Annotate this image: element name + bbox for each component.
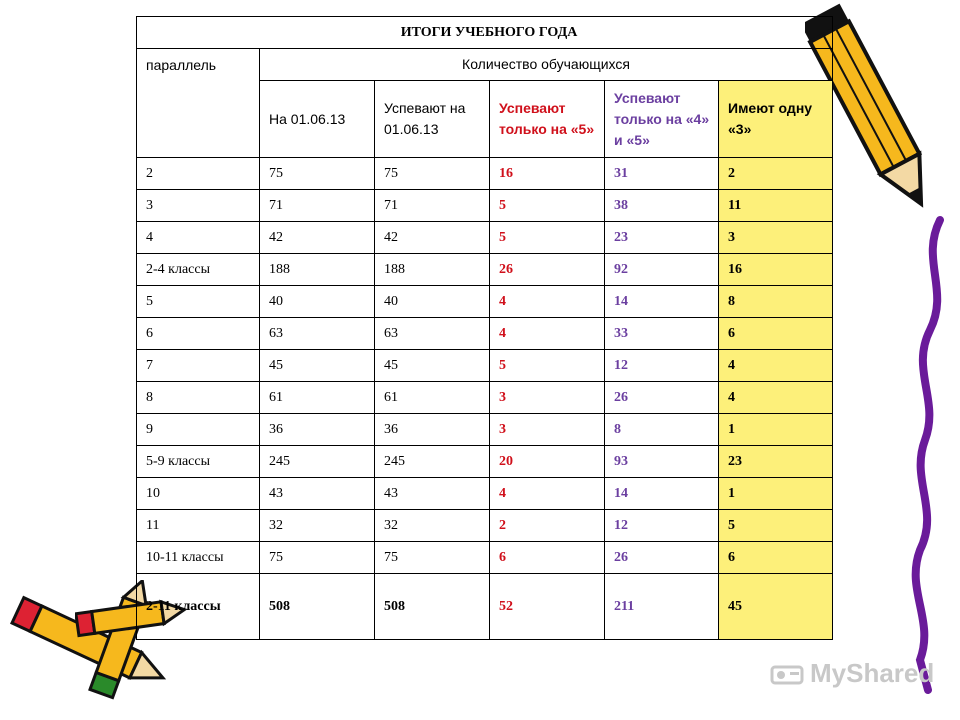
cell-on-date: 75 bbox=[260, 542, 375, 574]
table-row bbox=[137, 254, 833, 286]
header-fours-fives: Успевают только на «4» и «5» bbox=[605, 81, 719, 158]
cell-passing: 61 bbox=[375, 382, 490, 414]
table-row bbox=[137, 542, 833, 574]
total-passing: 508 bbox=[375, 574, 490, 640]
row-label: 7 bbox=[137, 350, 260, 382]
table-row bbox=[137, 286, 833, 318]
cell-fours-fives: 14 bbox=[605, 286, 719, 318]
cell-one-three: 1 bbox=[719, 414, 833, 446]
cell-on-date: 75 bbox=[260, 158, 375, 190]
cell-passing: 75 bbox=[375, 542, 490, 574]
cell-on-date: 42 bbox=[260, 222, 375, 254]
header-one-three: Имеют одну «3» bbox=[719, 81, 833, 158]
cell-on-date: 45 bbox=[260, 350, 375, 382]
cell-passing: 63 bbox=[375, 318, 490, 350]
total-fours-fives: 211 bbox=[605, 574, 719, 640]
cell-only-fives: 3 bbox=[490, 382, 605, 414]
table-row bbox=[137, 478, 833, 510]
cell-only-fives: 4 bbox=[490, 318, 605, 350]
cell-only-fives: 26 bbox=[490, 254, 605, 286]
cell-only-fives: 5 bbox=[490, 222, 605, 254]
total-one-three: 45 bbox=[719, 574, 833, 640]
table-row bbox=[137, 382, 833, 414]
cell-passing: 71 bbox=[375, 190, 490, 222]
cell-only-fives: 2 bbox=[490, 510, 605, 542]
table-row bbox=[137, 318, 833, 350]
cell-only-fives: 16 bbox=[490, 158, 605, 190]
cell-on-date: 40 bbox=[260, 286, 375, 318]
table-row bbox=[137, 446, 833, 478]
cell-only-fives: 4 bbox=[490, 286, 605, 318]
cell-only-fives: 4 bbox=[490, 478, 605, 510]
cell-one-three: 1 bbox=[719, 478, 833, 510]
cell-fours-fives: 23 bbox=[605, 222, 719, 254]
cell-one-three: 4 bbox=[719, 382, 833, 414]
row-label: 3 bbox=[137, 190, 260, 222]
row-label: 5-9 классы bbox=[137, 446, 260, 478]
header-only-fives: Успевают только на «5» bbox=[490, 81, 605, 158]
row-label: 9 bbox=[137, 414, 260, 446]
cell-on-date: 188 bbox=[260, 254, 375, 286]
cell-passing: 43 bbox=[375, 478, 490, 510]
cell-one-three: 8 bbox=[719, 286, 833, 318]
cell-passing: 40 bbox=[375, 286, 490, 318]
cell-fours-fives: 92 bbox=[605, 254, 719, 286]
squiggle-decoration bbox=[880, 200, 960, 700]
row-label: 10-11 классы bbox=[137, 542, 260, 574]
row-label: 4 bbox=[137, 222, 260, 254]
cell-fours-fives: 12 bbox=[605, 510, 719, 542]
total-row bbox=[137, 574, 833, 640]
cell-fours-fives: 26 bbox=[605, 382, 719, 414]
cell-fours-fives: 12 bbox=[605, 350, 719, 382]
header-parallel: параллель bbox=[137, 49, 260, 158]
cell-fours-fives: 31 bbox=[605, 158, 719, 190]
cell-one-three: 4 bbox=[719, 350, 833, 382]
cell-passing: 42 bbox=[375, 222, 490, 254]
cell-only-fives: 3 bbox=[490, 414, 605, 446]
cell-only-fives: 6 bbox=[490, 542, 605, 574]
cell-fours-fives: 93 bbox=[605, 446, 719, 478]
row-label: 11 bbox=[137, 510, 260, 542]
cell-on-date: 63 bbox=[260, 318, 375, 350]
cell-fours-fives: 8 bbox=[605, 414, 719, 446]
cell-fours-fives: 26 bbox=[605, 542, 719, 574]
cell-passing: 75 bbox=[375, 158, 490, 190]
table-row bbox=[137, 222, 833, 254]
cell-fours-fives: 14 bbox=[605, 478, 719, 510]
cell-on-date: 36 bbox=[260, 414, 375, 446]
cell-one-three: 6 bbox=[719, 318, 833, 350]
table-row bbox=[137, 190, 833, 222]
cell-one-three: 11 bbox=[719, 190, 833, 222]
row-label: 10 bbox=[137, 478, 260, 510]
cell-on-date: 32 bbox=[260, 510, 375, 542]
cell-passing: 245 bbox=[375, 446, 490, 478]
cell-only-fives: 5 bbox=[490, 350, 605, 382]
table-row bbox=[137, 158, 833, 190]
cell-one-three: 23 bbox=[719, 446, 833, 478]
header-passing: Успевают на 01.06.13 bbox=[375, 81, 490, 158]
table-row bbox=[137, 510, 833, 542]
watermark bbox=[770, 658, 934, 689]
total-on-date: 508 bbox=[260, 574, 375, 640]
cell-passing: 188 bbox=[375, 254, 490, 286]
cell-one-three: 2 bbox=[719, 158, 833, 190]
row-label: 6 bbox=[137, 318, 260, 350]
total-only-fives: 52 bbox=[490, 574, 605, 640]
row-label: 2-4 классы bbox=[137, 254, 260, 286]
cell-fours-fives: 38 bbox=[605, 190, 719, 222]
cell-one-three: 6 bbox=[719, 542, 833, 574]
cell-passing: 32 bbox=[375, 510, 490, 542]
cell-one-three: 3 bbox=[719, 222, 833, 254]
projector-icon bbox=[770, 661, 804, 689]
results-table bbox=[136, 16, 833, 640]
header-on-date: На 01.06.13 bbox=[260, 81, 375, 158]
row-label: 2 bbox=[137, 158, 260, 190]
cell-one-three: 5 bbox=[719, 510, 833, 542]
cell-on-date: 71 bbox=[260, 190, 375, 222]
cell-only-fives: 20 bbox=[490, 446, 605, 478]
cell-on-date: 43 bbox=[260, 478, 375, 510]
cell-one-three: 16 bbox=[719, 254, 833, 286]
table-row bbox=[137, 350, 833, 382]
row-label: 8 bbox=[137, 382, 260, 414]
cell-fours-fives: 33 bbox=[605, 318, 719, 350]
total-label: 2-11 классы bbox=[137, 574, 260, 640]
cell-on-date: 61 bbox=[260, 382, 375, 414]
watermark-text: MyShared bbox=[810, 658, 935, 688]
table-title: ИТОГИ УЧЕБНОГО ГОДА bbox=[137, 17, 833, 49]
row-label: 5 bbox=[137, 286, 260, 318]
table-row bbox=[137, 414, 833, 446]
cell-on-date: 245 bbox=[260, 446, 375, 478]
header-student-count: Количество обучающихся bbox=[260, 49, 833, 81]
cell-passing: 45 bbox=[375, 350, 490, 382]
cell-only-fives: 5 bbox=[490, 190, 605, 222]
cell-passing: 36 bbox=[375, 414, 490, 446]
